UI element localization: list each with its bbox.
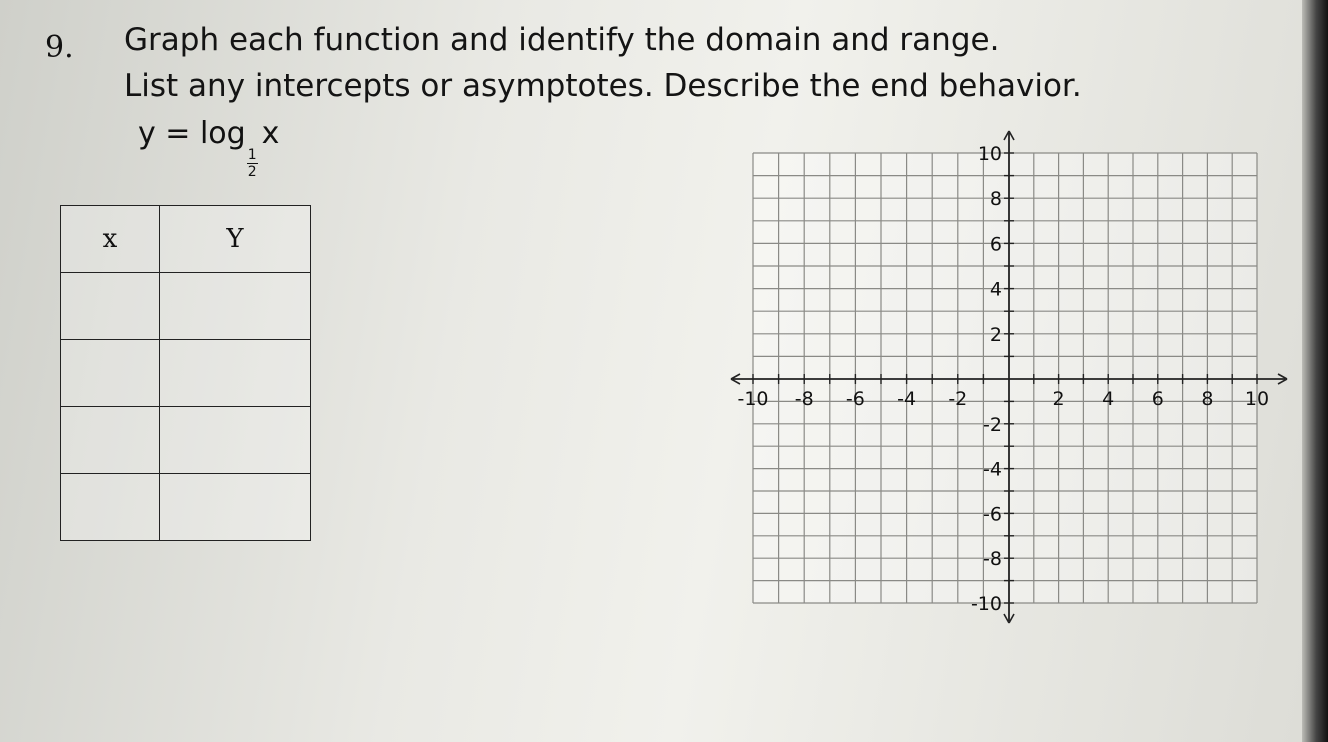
- log-base-denominator: 2: [247, 164, 257, 180]
- x-tick-label: 10: [1244, 388, 1270, 410]
- y-tick-label: -2: [983, 413, 1002, 436]
- y-tick-label: 6: [989, 233, 1002, 256]
- formula-prefix: y = log: [138, 116, 246, 151]
- y-tick-label: 10: [977, 143, 1002, 165]
- log-base-numerator: 1: [247, 147, 257, 163]
- x-tick-label: -8: [794, 388, 814, 410]
- formula-variable: x: [261, 116, 280, 151]
- instruction-line-2: List any intercepts or asymptotes. Describe the end behavior.: [124, 68, 1082, 104]
- x-tick-label: 6: [1151, 388, 1164, 410]
- x-tick-label: 4: [1102, 388, 1115, 410]
- x-tick-label: -6: [845, 388, 865, 410]
- instruction-line-1: Graph each function and identify the domain and range.: [124, 22, 1000, 58]
- y-tick-label: -4: [983, 458, 1002, 481]
- x-tick-label: 8: [1201, 388, 1214, 410]
- x-tick-label: 2: [1052, 388, 1065, 410]
- x-tick-label: -4: [897, 388, 917, 410]
- x-tick-label: -2: [948, 388, 968, 410]
- y-tick-label: 2: [989, 323, 1002, 346]
- y-tick-label: -10: [970, 593, 1002, 615]
- x-tick-label: -10: [737, 388, 769, 410]
- table-header-x: x: [61, 206, 160, 273]
- question-number: 9.: [45, 30, 74, 65]
- y-tick-label: -6: [983, 503, 1002, 526]
- table-header-y: Y: [160, 206, 311, 273]
- y-tick-label: 4: [989, 278, 1002, 301]
- y-tick-label: -8: [983, 548, 1002, 571]
- y-tick-label: 8: [989, 188, 1002, 211]
